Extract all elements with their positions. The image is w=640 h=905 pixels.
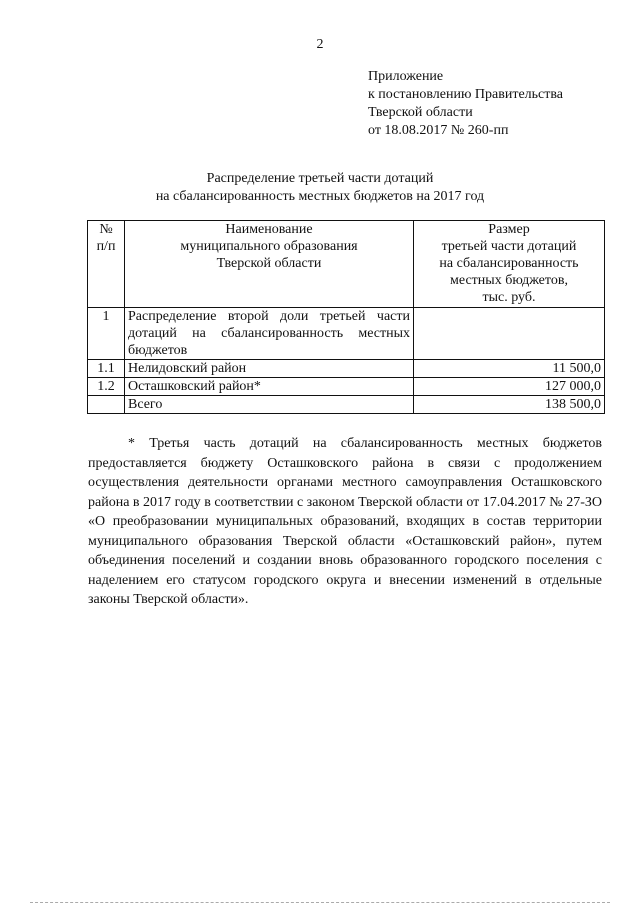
header-number-line-1: № [99, 222, 113, 237]
row-amount: 11 500,0 [414, 360, 605, 378]
footnote: * Третья часть дотаций на сбалансированность местных бюджетов предоставляется бюджету Осташковского района в связи с продолжением осуществления деятельности органами местного самоуправления Осташковского района в 2017 году в соответствии с законом Тверской области от 17.04.2017 № 27-ЗО «О преобразовании муниципальных образований, входящих в состав территории муниципального образования Тверской области «Осташковский район», путем объединения поселений и создании вновь образованного городского поселения с наделением его статусом городского округа и внесении изменений в отдельные законы Тверской области». [88, 436, 602, 607]
appendix-line-4: от 18.08.2017 № 260-пп [368, 123, 509, 138]
header-amount-line-4: местных бюджетов, [450, 273, 568, 288]
row-number [88, 396, 125, 414]
appendix-line-3: Тверской области [368, 105, 473, 120]
appendix-line-1: Приложение [368, 69, 444, 84]
header-name-line-3: Тверской области [216, 256, 322, 271]
table-row [88, 308, 605, 360]
row-amount [414, 308, 605, 360]
title-line-2: на сбалансированность местных бюджетов на 2017 год [155, 189, 485, 204]
document-title [0, 170, 640, 206]
row-amount: 138 500,0 [414, 396, 605, 414]
header-name-line-1: Наименование [225, 222, 313, 237]
header-name-line-2: муниципального образования [180, 239, 358, 254]
header-number [88, 221, 125, 308]
appendix-block [368, 68, 563, 140]
scan-bottom-edge [30, 902, 610, 903]
row-name: Распределение второй доли третьей части дотаций на сбалансированность местных бюджетов [125, 308, 414, 360]
row-amount: 127 000,0 [414, 378, 605, 396]
row-name: Осташковский район* [125, 378, 414, 396]
row-name: Нелидовский район [125, 360, 414, 378]
page-number: 2 [316, 37, 324, 52]
header-amount-line-1: Размер [488, 222, 530, 237]
header-amount-line-5: тыс. руб. [482, 290, 536, 305]
header-amount-line-2: третьей части дотаций [441, 239, 577, 254]
table-header-row [88, 221, 605, 308]
header-amount [414, 221, 605, 308]
header-amount-line-3: на сбалансированность [439, 256, 579, 271]
table-row [88, 378, 605, 396]
header-number-line-2: п/п [96, 239, 116, 254]
row-number: 1.1 [88, 360, 125, 378]
appendix-line-2: к постановлению Правительства [368, 87, 564, 102]
row-name: Всего [125, 396, 414, 414]
title-line-1: Распределение третьей части дотаций [206, 171, 434, 186]
row-number: 1 [88, 308, 125, 360]
row-number: 1.2 [88, 378, 125, 396]
distribution-table [87, 220, 605, 414]
table-row [88, 360, 605, 378]
header-name [125, 221, 414, 308]
table-total-row [88, 396, 605, 414]
